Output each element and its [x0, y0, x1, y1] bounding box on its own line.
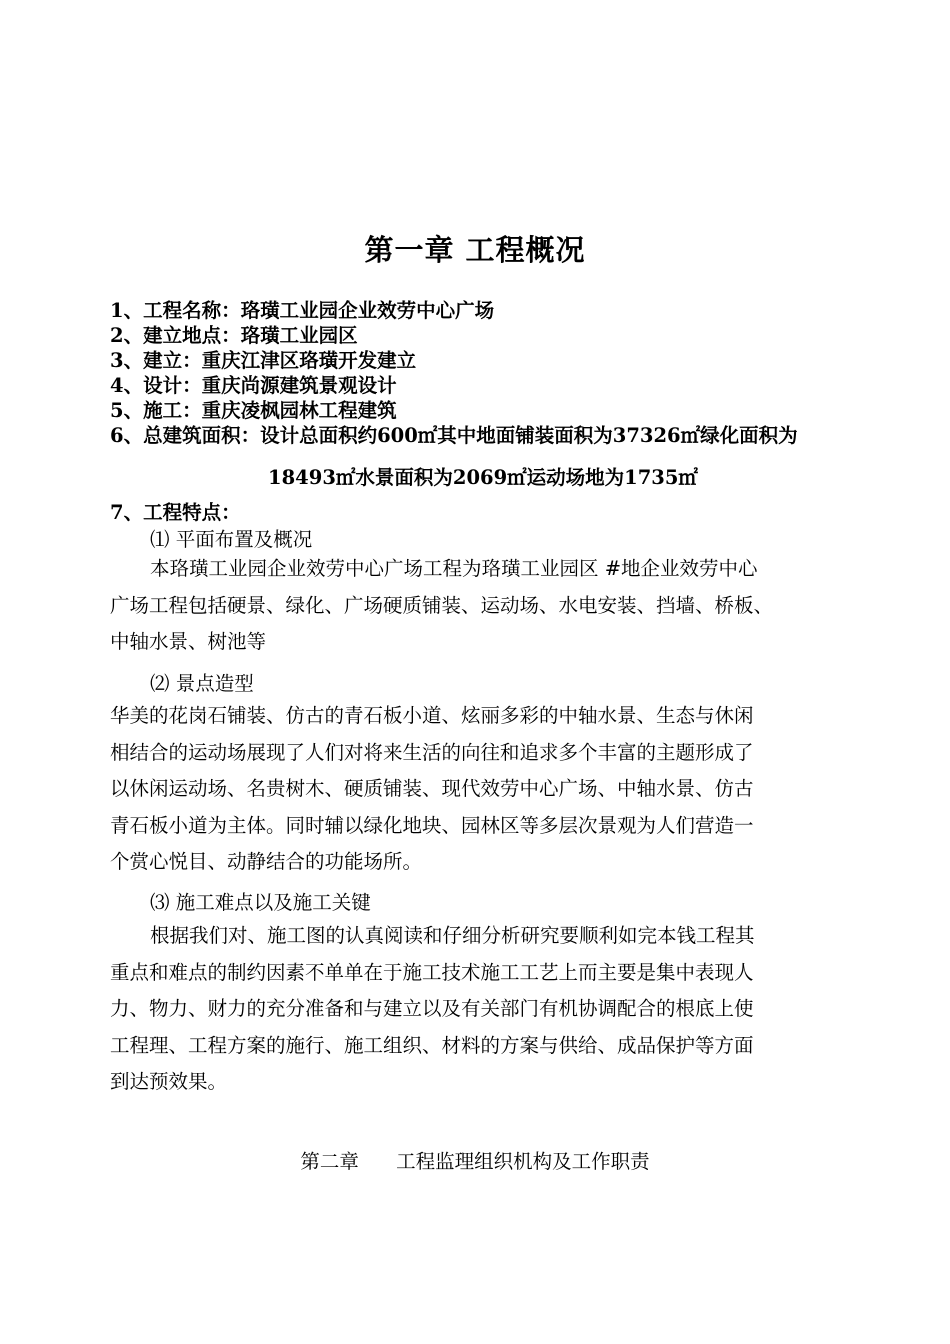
- paragraph-line: 重点和难点的制约因素不单单在于施工技术施工工艺上而主要是集中表现人: [110, 960, 754, 984]
- chapter-1-title: 第一章 工程概况: [364, 233, 586, 267]
- chapter-2-title: 第二章 工程监理组织机构及工作职责: [300, 1150, 650, 1173]
- section-2-body: [110, 698, 870, 881]
- paragraph-line: 华美的花岗石铺装、仿古的青石板小道、炫丽多彩的中轴水景、生态与休闲: [110, 704, 754, 727]
- info-total-area: 6、总建筑面积：设计总面积约600㎡其中地面铺装面积为37326㎡绿化面积为: [110, 424, 798, 447]
- section-3-body: [110, 918, 870, 1101]
- info-designer: 4、设计：重庆尚源建筑景观设计: [110, 374, 397, 397]
- info-contractor: 5、施工：重庆凌枫园林工程建筑: [110, 399, 397, 422]
- info-builder: 3、建立：重庆江津区珞璜开发建立: [110, 349, 417, 372]
- section-2-title: ⑵ 景点造型: [150, 672, 254, 695]
- paragraph-line: 以休闲运动场、名贵树木、硬质铺装、现代效劳中心广场、中轴水景、仿古: [110, 777, 754, 801]
- paragraph-line: 本珞璜工业园企业效劳中心广场工程为珞璜工业园区 #地企业效劳中心: [150, 557, 758, 580]
- features-heading: 7、工程特点：: [110, 501, 241, 524]
- project-info-list: [110, 298, 890, 490]
- paragraph-line: 根据我们对、施工图的认真阅读和仔细分析研究要顺利如完本钱工程其: [150, 924, 755, 947]
- section-1-body: [110, 551, 870, 661]
- paragraph-line: 个赏心悦目、动静结合的功能场所。: [110, 850, 423, 874]
- paragraph-line: 中轴水景、树池等: [110, 630, 267, 654]
- paragraph-line: 广场工程包括硬景、绿化、广场硬质铺装、运动场、水电安装、挡墙、桥板、: [110, 593, 774, 617]
- paragraph-line: 青石板小道为主体。同时辅以绿化地块、园林区等多层次景观为人们营造一: [110, 813, 754, 837]
- section-1-title: ⑴ 平面布置及概况: [150, 528, 313, 551]
- paragraph-line: 工程理、工程方案的施行、施工组织、材料的方案与供给、成品保护等方面: [110, 1033, 754, 1057]
- paragraph-line: 力、物力、财力的充分准备和与建立以及有关部门有机协调配合的根底上使: [110, 997, 754, 1021]
- info-location: 2、建立地点：珞璜工业园区: [110, 324, 358, 347]
- info-project-name: 1、工程名称：珞璜工业园企业效劳中心广场: [110, 299, 495, 322]
- paragraph-line: 相结合的运动场展现了人们对将来生活的向往和追求多个丰富的主题形成了: [110, 740, 754, 764]
- info-total-area-continued: 18493㎡水景面积为2069㎡运动场地为1735㎡: [268, 466, 698, 489]
- paragraph-line: 到达预效果。: [110, 1070, 228, 1094]
- section-3-title: ⑶ 施工难点以及施工关键: [150, 891, 371, 914]
